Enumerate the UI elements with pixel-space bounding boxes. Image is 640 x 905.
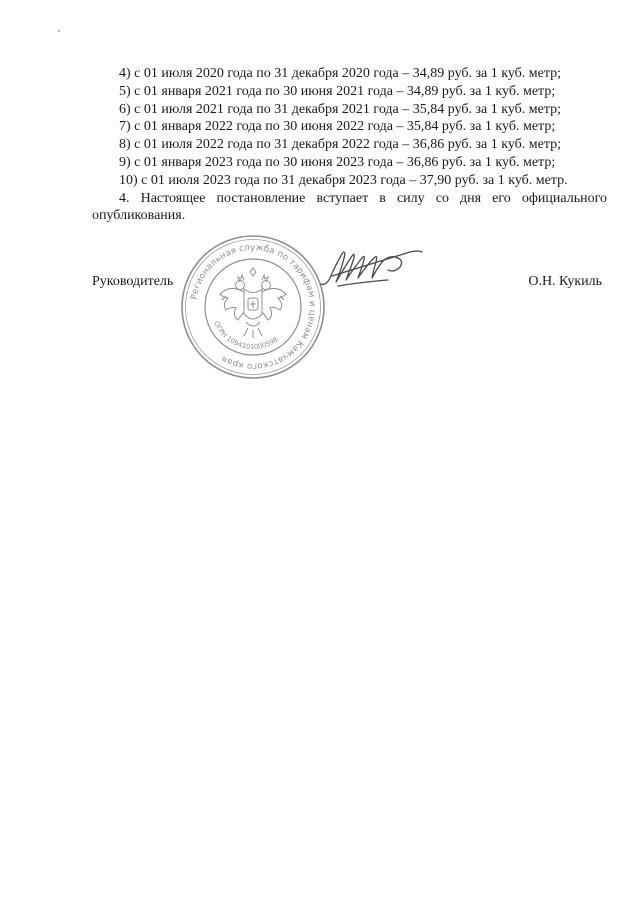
- resolution-text: [92, 65, 607, 225]
- effective-date-clause: 4. Настоящее постановление вступает в силу со дня его официального опубликования.: [92, 190, 607, 224]
- tariff-line: 7) с 01 января 2022 года по 30 июня 2022 года – 35,84 руб. за 1 куб. метр;: [119, 119, 556, 135]
- seal-ring-text: Региональная служба по тарифам и ценам Камчатского края: [189, 242, 318, 372]
- tariff-line: 8) с 01 июля 2022 года по 31 декабря 2022 года – 36,86 руб. за 1 куб. метр;: [119, 137, 562, 153]
- scan-artifact-dot: [58, 30, 60, 32]
- tariff-line: 6) с 01 июля 2021 года по 31 декабря 2021 года – 35,84 руб. за 1 куб. метр;: [119, 101, 562, 117]
- signer-position: Руководитель: [92, 274, 174, 289]
- handwritten-signature-icon: [318, 240, 426, 292]
- tariff-line: 5) с 01 января 2021 года по 30 июня 2021 года – 34,89 руб. за 1 куб. метр;: [119, 83, 556, 99]
- seal-registration-text: ОГРН 1094101000598: [212, 319, 280, 352]
- tariff-line: 9) с 01 января 2023 года по 30 июня 2023 года – 36,86 руб. за 1 куб. метр;: [119, 154, 556, 170]
- signer-name: О.Н. Кукиль: [528, 274, 602, 289]
- tariff-line: 4) с 01 июля 2020 года по 31 декабря 2020 года – 34,89 руб. за 1 куб. метр;: [119, 66, 562, 81]
- seal-coat-of-arms-icon: [220, 268, 286, 338]
- tariff-line: 10) с 01 июля 2023 года по 31 декабря 2023 года – 37,90 руб. за 1 куб. метр.: [119, 172, 568, 188]
- official-seal-icon: [178, 232, 328, 382]
